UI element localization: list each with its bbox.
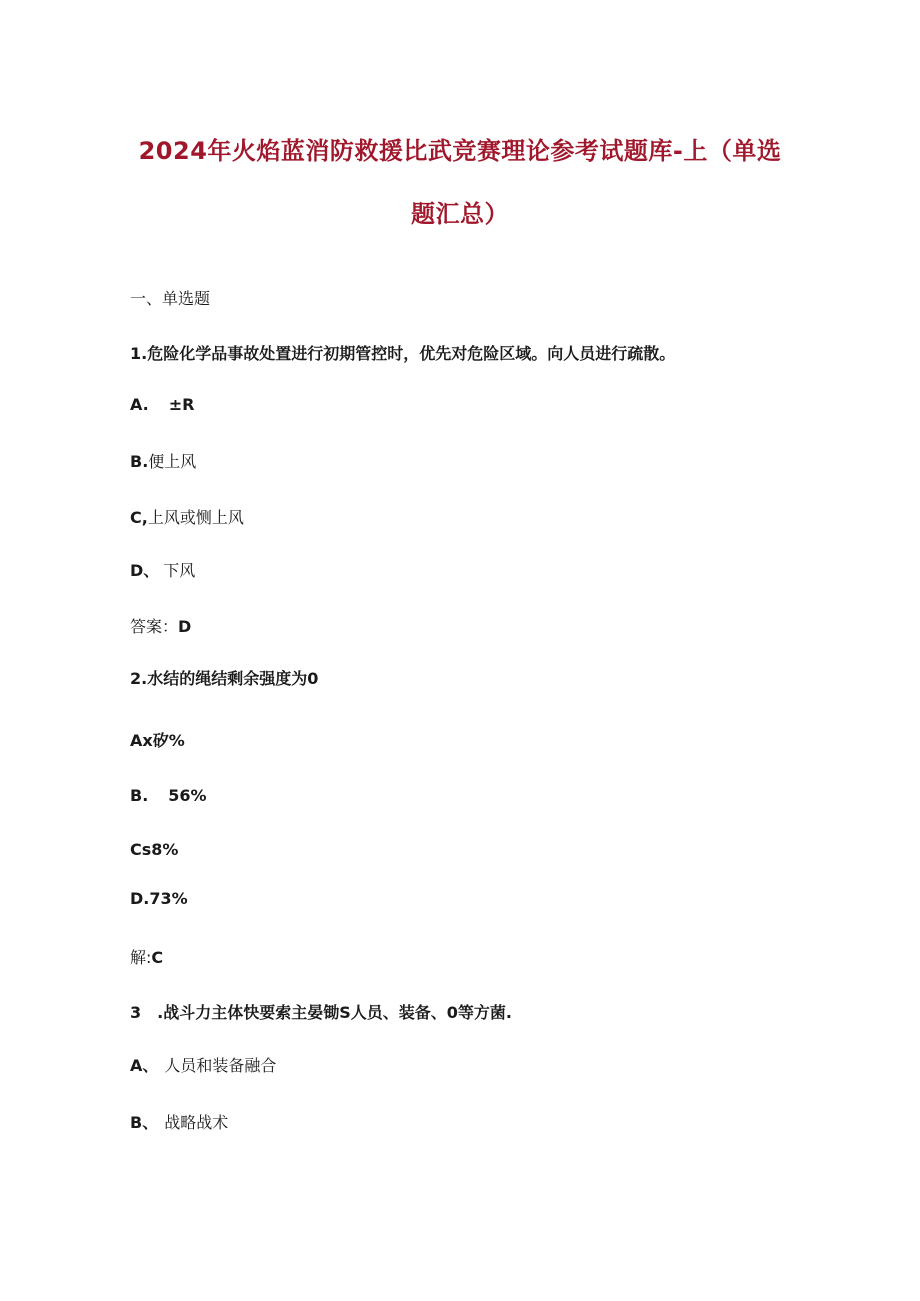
question-1-stem <box>130 344 675 364</box>
option-text: ±R <box>168 395 195 414</box>
answer-label: 答案： <box>130 617 179 636</box>
question-3-stem <box>130 1003 512 1023</box>
question-3-stem-text: .战斗力主体快要索主晏锄S人员、装备、0等方菌. <box>157 1003 512 1022</box>
section-heading: 一、单选题 <box>130 289 211 308</box>
option-text: 56% <box>168 786 207 805</box>
question-1-option-d <box>130 561 195 581</box>
question-2-option-b <box>130 786 207 806</box>
option-label: B. <box>130 452 149 471</box>
option-text: 矽% <box>152 731 185 750</box>
question-2-answer <box>130 948 163 968</box>
option-label: Ax <box>130 731 153 750</box>
question-2-option-a <box>130 731 185 751</box>
option-text: 人员和装备融合 <box>164 1056 277 1075</box>
option-label: D. <box>130 889 150 908</box>
option-text: 下风 <box>163 561 196 580</box>
question-1-option-c <box>130 508 244 528</box>
question-2-stem <box>130 669 318 689</box>
question-3-option-b <box>130 1113 228 1133</box>
question-2-option-c <box>130 840 178 860</box>
option-label: Cs <box>130 840 152 859</box>
option-text: 便上风 <box>148 452 197 471</box>
answer-value: D <box>178 617 192 636</box>
answer-value: C <box>151 948 164 967</box>
question-1-stem-text: 1.危险化学品事故处置进行初期管控时，优先对危险区域。向人员进行疏散。 <box>130 344 676 363</box>
question-1-option-b <box>130 452 196 472</box>
option-text: 73% <box>149 889 188 908</box>
answer-label: 解: <box>130 948 152 967</box>
option-label: C, <box>130 508 148 527</box>
question-3-option-a <box>130 1056 276 1076</box>
option-label: B、 <box>130 1113 159 1132</box>
option-label: A. <box>130 395 149 414</box>
question-1-answer <box>130 617 191 637</box>
document-title-line-1: 2024年火焰蓝消防救援比武竞赛理论参考试题库-上（单选 <box>138 137 782 165</box>
option-text: 上风或恻上风 <box>147 508 244 527</box>
option-label: B. <box>130 786 149 805</box>
question-1-option-a <box>130 395 195 415</box>
question-2-option-d <box>130 889 188 909</box>
document-title-line-2: 题汇总） <box>411 200 509 228</box>
question-3-number: 3 <box>130 1003 142 1022</box>
question-2-stem-text: 2.水结的绳结剩余强度为0 <box>130 669 319 688</box>
option-label: A、 <box>130 1056 159 1075</box>
option-text: 战略战术 <box>164 1113 229 1132</box>
option-label: D、 <box>130 561 160 580</box>
option-text: 8% <box>151 840 179 859</box>
